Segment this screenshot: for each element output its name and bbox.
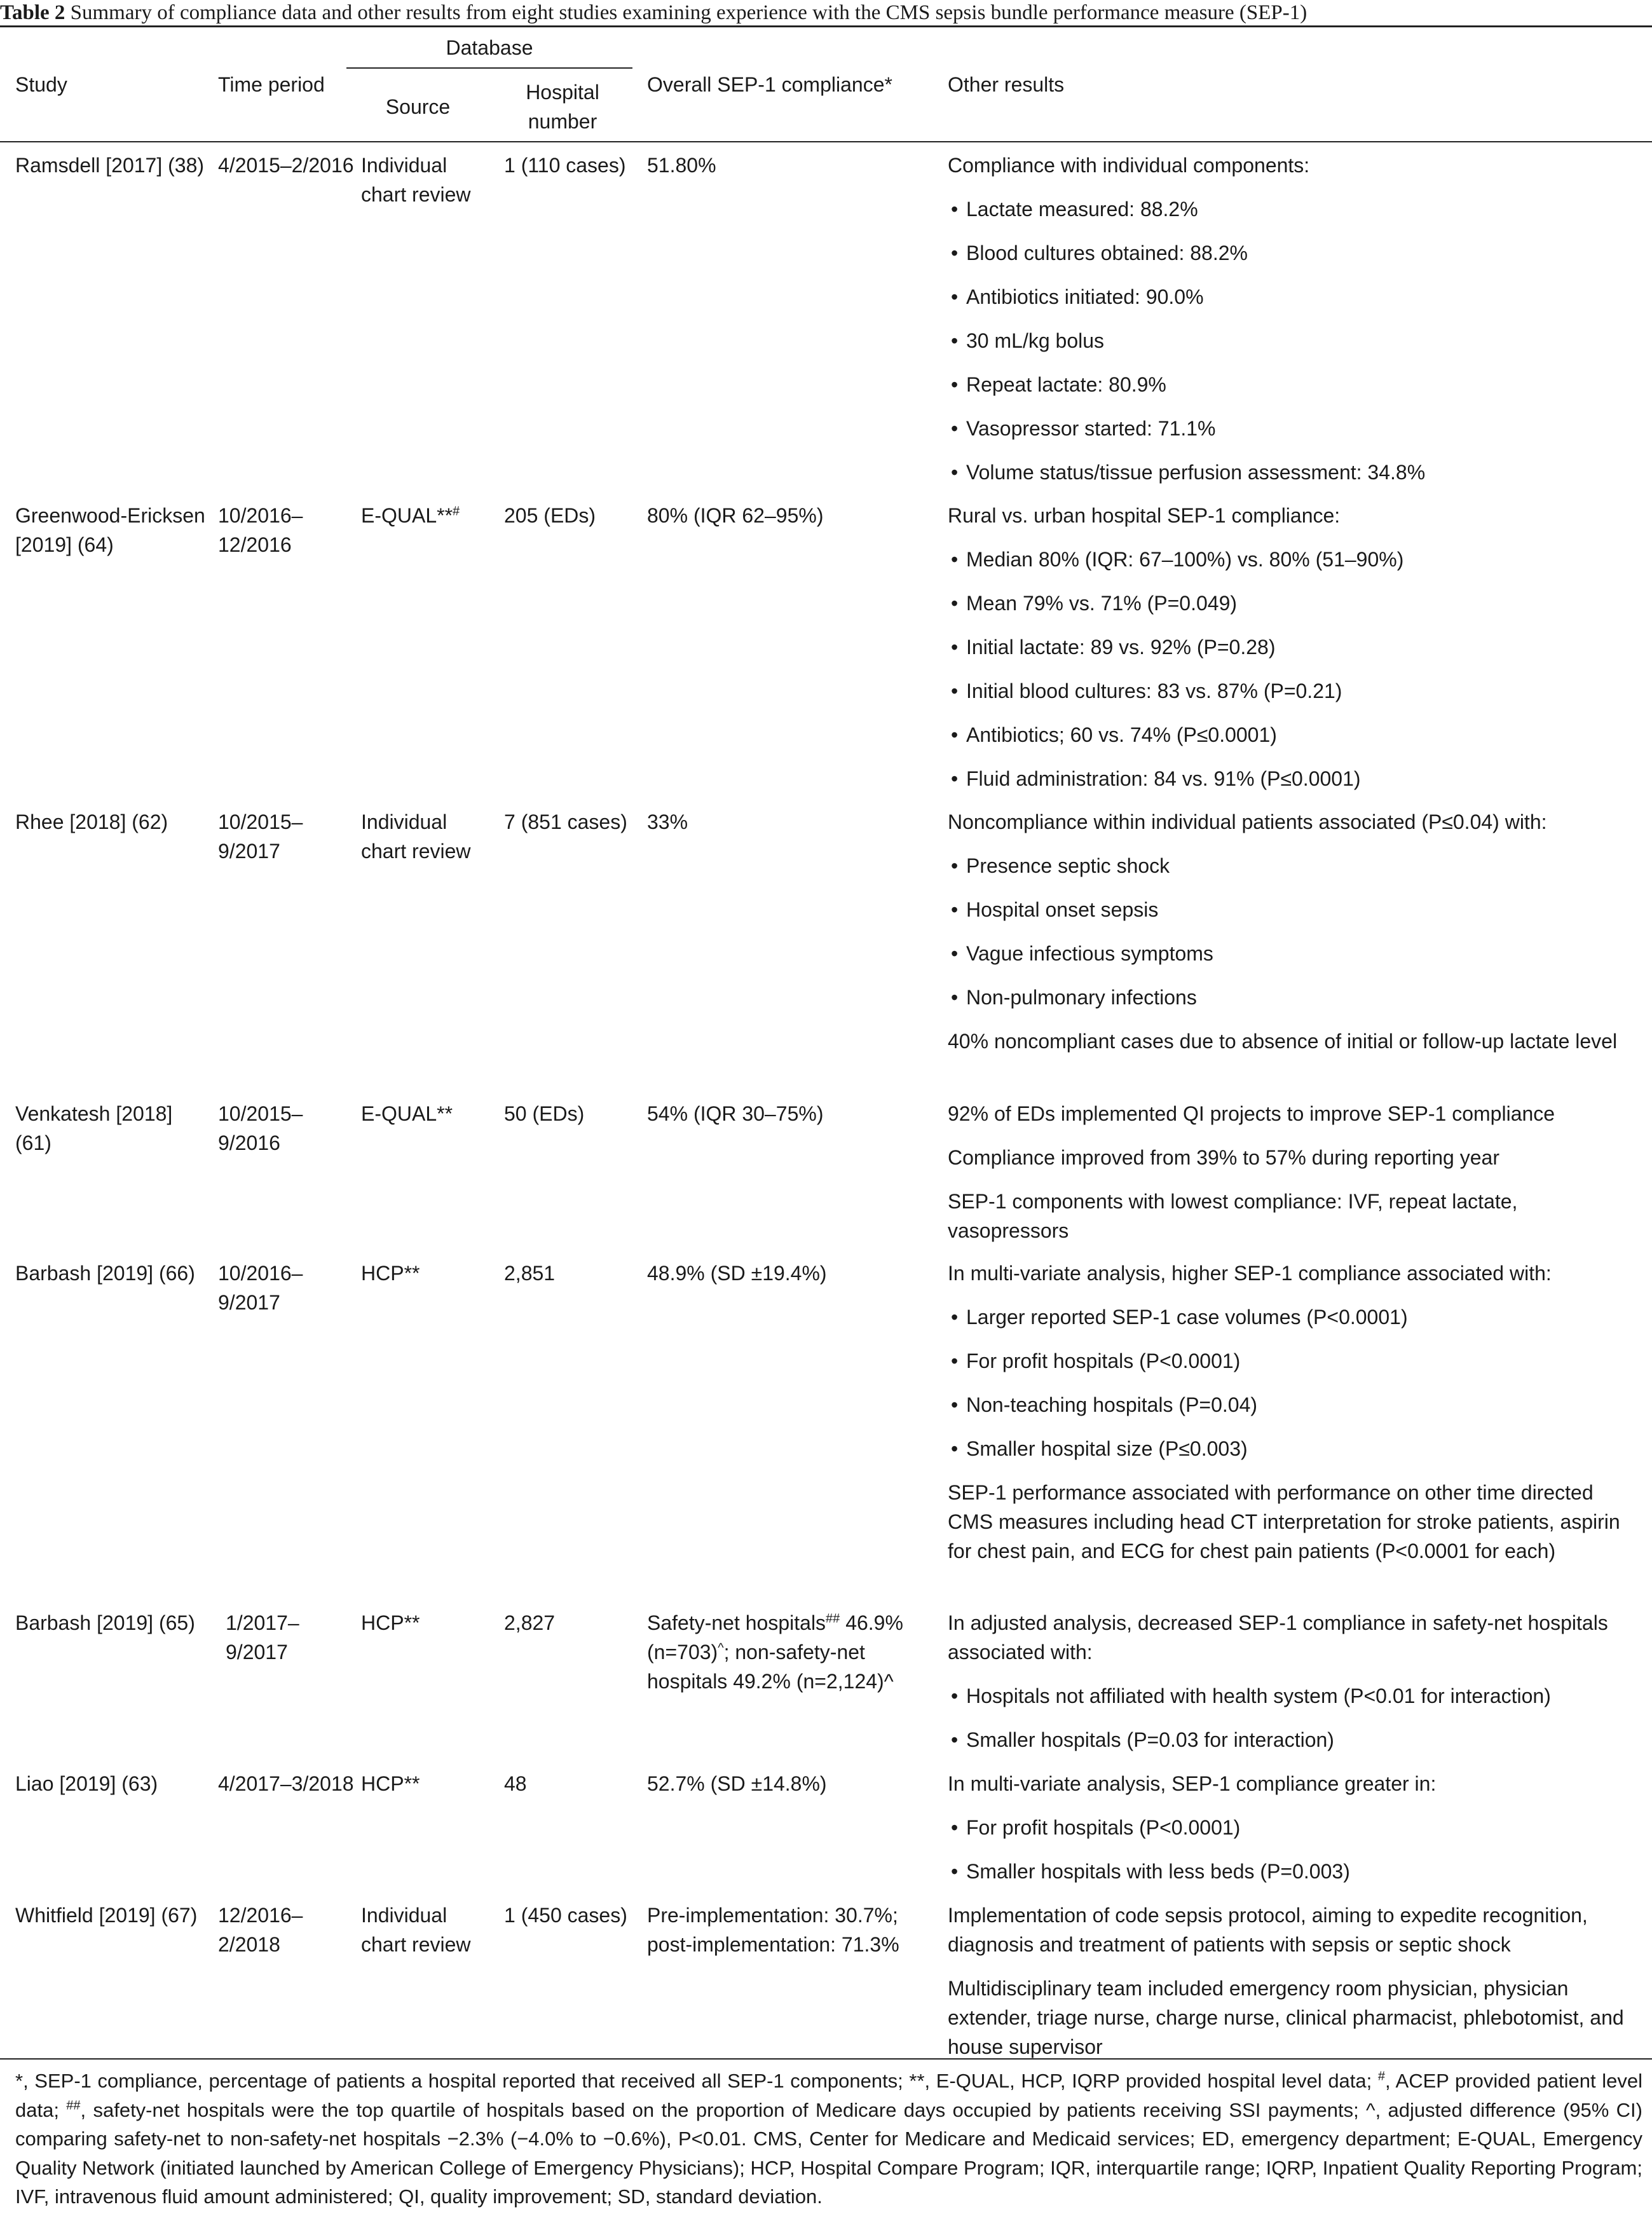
time-period-cell: 10/2016–12/2016 bbox=[218, 504, 303, 556]
table-footnote bbox=[15, 2067, 1642, 2211]
other-result-line: In adjusted analysis, decreased SEP-1 compliance in safety-net hospitals associated with: bbox=[948, 1611, 1608, 1664]
other-result-bullet: • Presence septic shock bbox=[948, 851, 1641, 880]
footnote-superscript-2: ## bbox=[66, 2098, 81, 2113]
other-result-bullet: • Vasopressor started: 71.1% bbox=[948, 414, 1641, 443]
time-period-cell: 4/2017–3/2018 bbox=[218, 1772, 354, 1795]
footnote-text-3: , safety-net hospitals were the top quartile of hospitals based on the proportion of Medicare days occupied by patients receiving SSI payments; ^, adjusted difference (95% CI) comparing safety-net to non-safety-net hospitals −2.3% (−4.0% to −0.6%), P<0.01. CMS, Center for Medicare and Medicaid services; ED, emergency department; E-QUAL, Emergency Quality Network (initiated launched by American College of Emergency Physicians); HCP, Hospital Compare Program; IQR, interquartile range; IQRP, Inpatient Quality Reporting Program; IVF, intravenous fluid amount administered; QI, quality improvement; SD, standard deviation. bbox=[15, 2098, 1642, 2208]
other-result-bullet: • Vague infectious symptoms bbox=[948, 939, 1641, 968]
other-result-line: Compliance improved from 39% to 57% during reporting year bbox=[948, 1146, 1499, 1169]
other-result-bullet: • Blood cultures obtained: 88.2% bbox=[948, 238, 1641, 268]
overall-superscript-a: ## bbox=[826, 1611, 840, 1626]
source-cell: HCP** bbox=[361, 1772, 420, 1795]
other-result-line: SEP-1 components with lowest compliance: IVF, repeat lactate, vasopressors bbox=[948, 1190, 1518, 1242]
header-other-results: Other results bbox=[948, 73, 1065, 96]
hospital-number-cell: 48 bbox=[504, 1772, 527, 1795]
other-result-bullet: • Antibiotics; 60 vs. 74% (P≤0.0001) bbox=[948, 720, 1641, 749]
footnote-superscript-1: # bbox=[1377, 2069, 1386, 2084]
time-period-cell: 10/2015–9/2016 bbox=[218, 1102, 303, 1154]
source-cell: Individual chart review bbox=[361, 154, 471, 206]
overall-compliance-cell: 48.9% (SD ±19.4%) bbox=[647, 1262, 827, 1285]
database-rule bbox=[346, 67, 632, 69]
study-cell: Barbash [2019] (66) bbox=[15, 1262, 195, 1285]
header-database: Database bbox=[446, 36, 533, 59]
other-result-bullet: • Smaller hospitals with less beds (P=0.003) bbox=[948, 1857, 1641, 1886]
header-bottom-rule bbox=[0, 141, 1652, 142]
time-period-cell: 12/2016–2/2018 bbox=[218, 1904, 303, 1956]
hospital-number-cell: 2,851 bbox=[504, 1262, 556, 1285]
other-result-bullet: • Initial lactate: 89 vs. 92% (P=0.28) bbox=[948, 632, 1641, 662]
hospital-number-cell: 7 (851 cases) bbox=[504, 810, 627, 833]
study-cell: Whitfield [2019] (67) bbox=[15, 1904, 198, 1927]
other-result-line: In multi-variate analysis, higher SEP-1 compliance associated with: bbox=[948, 1262, 1552, 1285]
study-cell: Greenwood-Ericksen [2019] (64) bbox=[15, 504, 205, 556]
other-result-bullet: • Volume status/tissue perfusion assessment: 34.8% bbox=[948, 458, 1641, 487]
other-result-bullet: • Larger reported SEP-1 case volumes (P<0.0001) bbox=[948, 1302, 1641, 1332]
source-cell: HCP** bbox=[361, 1611, 420, 1634]
other-result-bullet: • Median 80% (IQR: 67–100%) vs. 80% (51–90%) bbox=[948, 545, 1641, 574]
other-result-bullet: • Mean 79% vs. 71% (P=0.049) bbox=[948, 589, 1641, 618]
source-cell: Individual chart review bbox=[361, 810, 471, 863]
hospital-number-cell: 1 (450 cases) bbox=[504, 1904, 627, 1927]
hospital-number-cell: 2,827 bbox=[504, 1611, 556, 1634]
overall-text-b: 46.9% (n=703) bbox=[647, 1611, 903, 1664]
other-result-bullet: • For profit hospitals (P<0.0001) bbox=[948, 1346, 1641, 1376]
other-result-bullet: • Antibiotics initiated: 90.0% bbox=[948, 282, 1641, 311]
other-result-bullet: • For profit hospitals (P<0.0001) bbox=[948, 1813, 1641, 1842]
footnote-text-2: , ACEP provided patient level data; bbox=[15, 2070, 1642, 2121]
table-top-rule bbox=[0, 25, 1652, 27]
overall-text-c: ; non-safety-net hospitals 49.2% (n=2,124)^ bbox=[647, 1641, 894, 1693]
other-result-line: SEP-1 performance associated with performance on other time directed CMS measures including head CT interpretation for stroke patients, aspirin for chest pain, and ECG for chest pain patients (P<0.0001 for each) bbox=[948, 1481, 1620, 1562]
source-cell: Individual chart review bbox=[361, 1904, 471, 1956]
study-cell: Liao [2019] (63) bbox=[15, 1772, 158, 1795]
study-cell: Rhee [2018] (62) bbox=[15, 810, 168, 833]
other-result-line: Rural vs. urban hospital SEP-1 compliance: bbox=[948, 504, 1341, 527]
other-result-bullet: • Fluid administration: 84 vs. 91% (P≤0.0001) bbox=[948, 764, 1641, 793]
time-period-cell: 4/2015–2/2016 bbox=[218, 154, 354, 177]
other-result-bullet: • Initial blood cultures: 83 vs. 87% (P=0.21) bbox=[948, 676, 1641, 706]
source-superscript: # bbox=[453, 504, 460, 519]
overall-compliance-cell: 80% (IQR 62–95%) bbox=[647, 504, 824, 527]
overall-compliance-cell: 52.7% (SD ±14.8%) bbox=[647, 1772, 827, 1795]
time-period-cell: 1/2017–9/2017 bbox=[226, 1611, 299, 1664]
other-result-line: Compliance with individual components: bbox=[948, 154, 1310, 177]
study-cell: Venkatesh [2018] (61) bbox=[15, 1102, 173, 1154]
overall-compliance-cell: 33% bbox=[647, 810, 688, 833]
header-overall-compliance: Overall SEP-1 compliance* bbox=[647, 73, 892, 96]
time-period-cell: 10/2015–9/2017 bbox=[218, 810, 303, 863]
other-result-line: In multi-variate analysis, SEP-1 compliance greater in: bbox=[948, 1772, 1437, 1795]
other-result-line: Implementation of code sepsis protocol, aiming to expedite recognition, diagnosis and treatment of patients with sepsis or septic shock bbox=[948, 1904, 1588, 1956]
overall-compliance-cell: 51.80% bbox=[647, 154, 716, 177]
study-cell: Ramsdell [2017] (38) bbox=[15, 154, 205, 177]
overall-compliance-cell bbox=[647, 1608, 939, 1696]
time-period-cell: 10/2016–9/2017 bbox=[218, 1262, 303, 1314]
other-result-line: Multidisciplinary team included emergency room physician, physician extender, triage nurse, charge nurse, clinical pharmacist, phlebotomist, and house supervisor bbox=[948, 1977, 1624, 2058]
source-cell: HCP** bbox=[361, 1262, 420, 1285]
header-study: Study bbox=[15, 73, 67, 96]
header-source: Source bbox=[385, 95, 451, 118]
table-caption-text: Summary of compliance data and other results from eight studies examining experience with the CMS sepsis bundle performance measure (SEP-1) bbox=[70, 1, 1307, 24]
hospital-number-cell: 205 (EDs) bbox=[504, 504, 596, 527]
other-result-bullet: • Smaller hospital size (P≤0.003) bbox=[948, 1434, 1641, 1463]
table-caption bbox=[0, 0, 1652, 25]
other-result-bullet: • Hospital onset sepsis bbox=[948, 895, 1641, 924]
table-bottom-rule bbox=[0, 2058, 1652, 2060]
overall-compliance-cell: 54% (IQR 30–75%) bbox=[647, 1102, 824, 1125]
hospital-number-cell: 50 (EDs) bbox=[504, 1102, 585, 1125]
other-result-bullet: • Repeat lactate: 80.9% bbox=[948, 370, 1641, 399]
other-result-bullet: • Non-pulmonary infections bbox=[948, 983, 1641, 1012]
other-result-line: 40% noncompliant cases due to absence of initial or follow-up lactate level bbox=[948, 1030, 1618, 1053]
other-result-bullet: • Hospitals not affiliated with health system (P<0.01 for interaction) bbox=[948, 1681, 1641, 1711]
study-cell: Barbash [2019] (65) bbox=[15, 1611, 195, 1634]
other-result-bullet: • Non-teaching hospitals (P=0.04) bbox=[948, 1390, 1641, 1419]
other-result-bullet: • 30 mL/kg bolus bbox=[948, 326, 1641, 355]
header-time-period: Time period bbox=[218, 73, 325, 96]
overall-superscript-b: ^ bbox=[718, 1641, 724, 1655]
footnote-text-1: *, SEP-1 compliance, percentage of patients a hospital reported that received all SEP-1 components; **, E-QUAL, HCP, IQRP provided hospital level data; bbox=[15, 2070, 1378, 2092]
table-caption-label: Table 2 bbox=[0, 1, 65, 24]
source-cell: E-QUAL** bbox=[361, 1102, 453, 1125]
hospital-number-cell: 1 (110 cases) bbox=[504, 154, 626, 177]
overall-compliance-cell: Pre-implementation: 30.7%; post-implementation: 71.3% bbox=[647, 1904, 899, 1956]
source-cell bbox=[361, 501, 498, 530]
other-result-line: 92% of EDs implemented QI projects to improve SEP-1 compliance bbox=[948, 1102, 1555, 1125]
overall-text-a: Safety-net hospitals bbox=[647, 1611, 826, 1634]
header-hospital-number: Hospital number bbox=[526, 81, 599, 133]
source-text: E-QUAL** bbox=[361, 504, 453, 527]
other-result-bullet: • Lactate measured: 88.2% bbox=[948, 195, 1641, 224]
other-result-line: Noncompliance within individual patients associated (P≤0.04) with: bbox=[948, 810, 1547, 833]
other-result-bullet: • Smaller hospitals (P=0.03 for interaction) bbox=[948, 1725, 1641, 1754]
